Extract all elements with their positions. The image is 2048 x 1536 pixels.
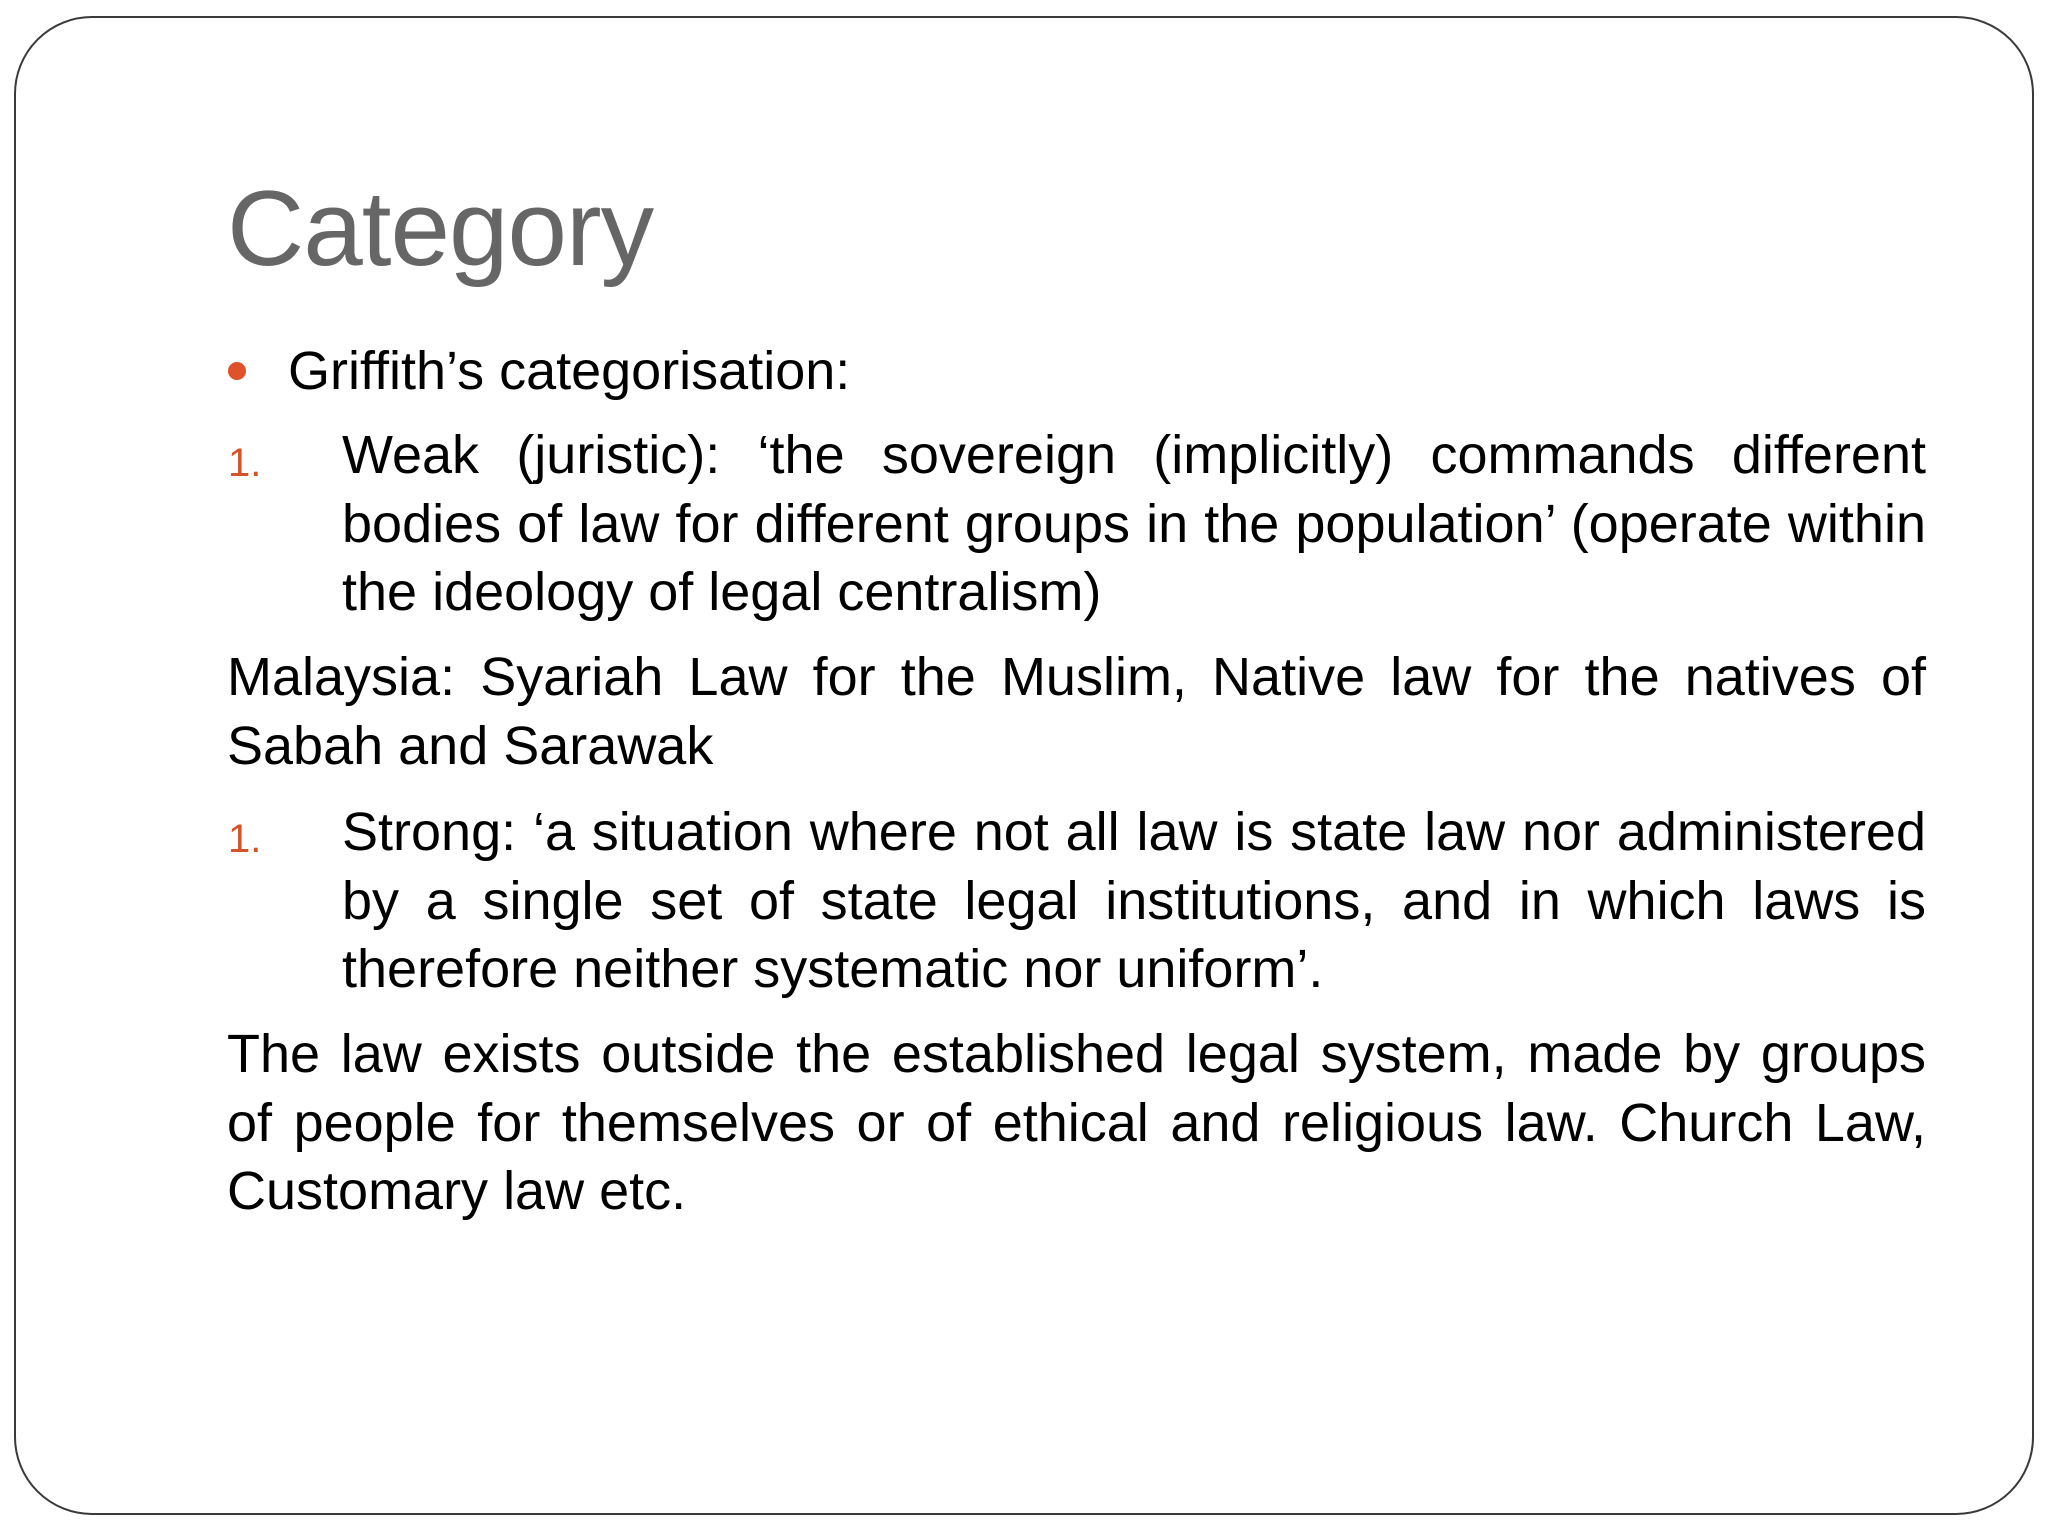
list-item-strong: Strong: ‘a situation where not all law is state law nor administered by a single set of state legal institutions, and in which laws is therefore neither systematic nor uniform’. <box>342 802 1926 999</box>
slide-title: Category <box>227 168 654 288</box>
list-number-1: 1. <box>228 441 262 485</box>
bullet-text: Griffith’s categorisation: <box>288 341 851 401</box>
paragraph-law-exists: The law exists outside the established legal system, made by groups of people for themselves or of ethical and religious law. Church Law, Customary law etc. <box>227 1024 1926 1221</box>
bullet-dot-icon <box>228 362 246 380</box>
list-number-2: 1. <box>228 817 262 861</box>
list-item-weak: Weak (juristic): ‘the sovereign (implicitly) commands different bodies of law for different groups in the population’ (operate within the ideology of legal centralism) <box>342 425 1926 622</box>
paragraph-malaysia: Malaysia: Syariah Law for the Muslim, Native law for the natives of Sabah and Sarawak <box>227 647 1926 776</box>
